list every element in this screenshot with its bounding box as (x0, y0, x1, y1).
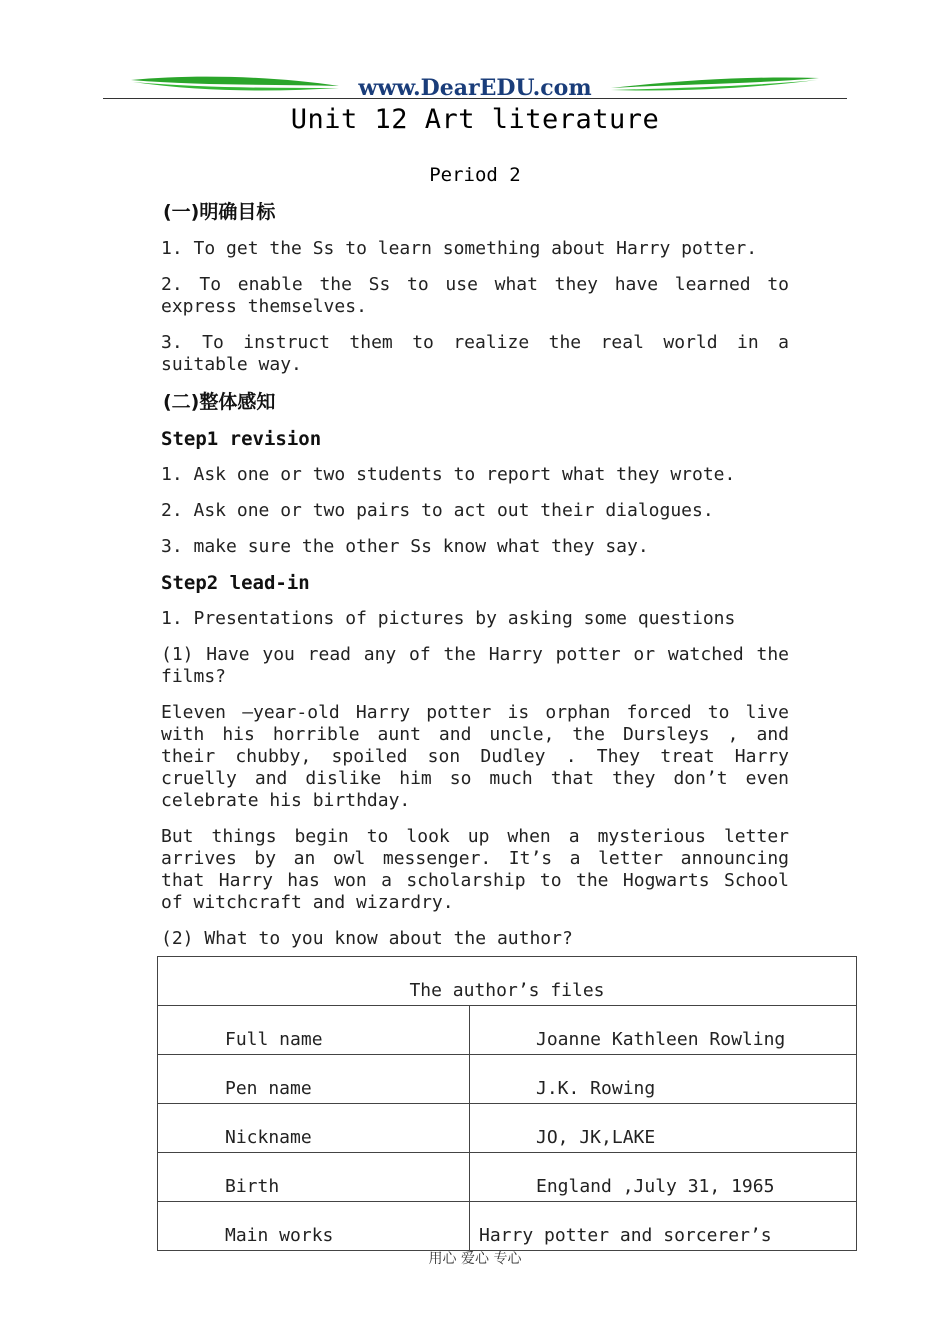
page-title: Unit 12 Art literature (290, 104, 660, 135)
section-heading-perception: (二)整体感知 (163, 391, 276, 413)
step2-intro: 1. Presentations of pictures by asking some questions (161, 608, 736, 629)
question-1: (1) Have you read any of the Harry potter or watched the films? (161, 644, 789, 687)
table-row (158, 1104, 857, 1153)
table-caption: The author’s files (158, 957, 857, 1006)
row-value-nickname: JO, JK,LAKE (470, 1104, 857, 1153)
section-heading-objectives: (一)明确目标 (163, 201, 276, 223)
table-row (158, 1153, 857, 1202)
row-key-full-name: Full name (158, 1006, 470, 1055)
story-paragraph-1: Eleven –year-old Harry potter is orphan forced to live with his horrible aunt and uncle, the Dursleys , and their chubby, spoiled son Dudley . They treat Harry cruelly and dislike him so much that they don’t even celebrate his birthday. (161, 702, 789, 811)
row-key-pen-name: Pen name (158, 1055, 470, 1104)
author-files-table (157, 956, 857, 1251)
table-row (158, 1202, 857, 1251)
objective-item-1: 1. To get the Ss to learn something about Harry potter. (161, 238, 758, 259)
row-value-main-works: Harry potter and sorcerer’s (470, 1202, 857, 1251)
step1-item-2: 2. Ask one or two pairs to act out their dialogues. (161, 500, 714, 521)
page-footer: 用心 爱心 专心 (428, 1251, 522, 1267)
logo-text: www.DearEDU.com (358, 75, 592, 101)
row-value-pen-name: J.K. Rowing (470, 1055, 857, 1104)
objective-item-3: 3. To instruct them to realize the real world in a suitable way. (161, 332, 789, 375)
table-row (158, 1055, 857, 1104)
period-subtitle: Period 2 (429, 164, 521, 186)
step2-title: Step2 lead-in (161, 572, 310, 594)
objective-item-2: 2. To enable the Ss to use what they have learned to express themselves. (161, 274, 789, 317)
row-key-nickname: Nickname (158, 1104, 470, 1153)
question-2: (2) What to you know about the author? (161, 928, 573, 949)
step1-item-1: 1. Ask one or two students to report what they wrote. (161, 464, 736, 485)
row-key-main-works: Main works (158, 1202, 470, 1251)
row-value-full-name: Joanne Kathleen Rowling (470, 1006, 857, 1055)
header-rule (103, 98, 847, 99)
row-value-birth: England ,July 31, 1965 (470, 1153, 857, 1202)
step1-item-3: 3. make sure the other Ss know what they say. (161, 536, 649, 557)
row-key-birth: Birth (158, 1153, 470, 1202)
table-caption-row (158, 957, 857, 1006)
table-row (158, 1006, 857, 1055)
story-paragraph-2: But things begin to look up when a mysterious letter arrives by an owl messenger. It’s a letter announcing that Harry has won a scholarship to the Hogwarts School of witchcraft and wizardry. (161, 826, 789, 913)
step1-title: Step1 revision (161, 428, 322, 450)
lesson-content (161, 200, 789, 964)
